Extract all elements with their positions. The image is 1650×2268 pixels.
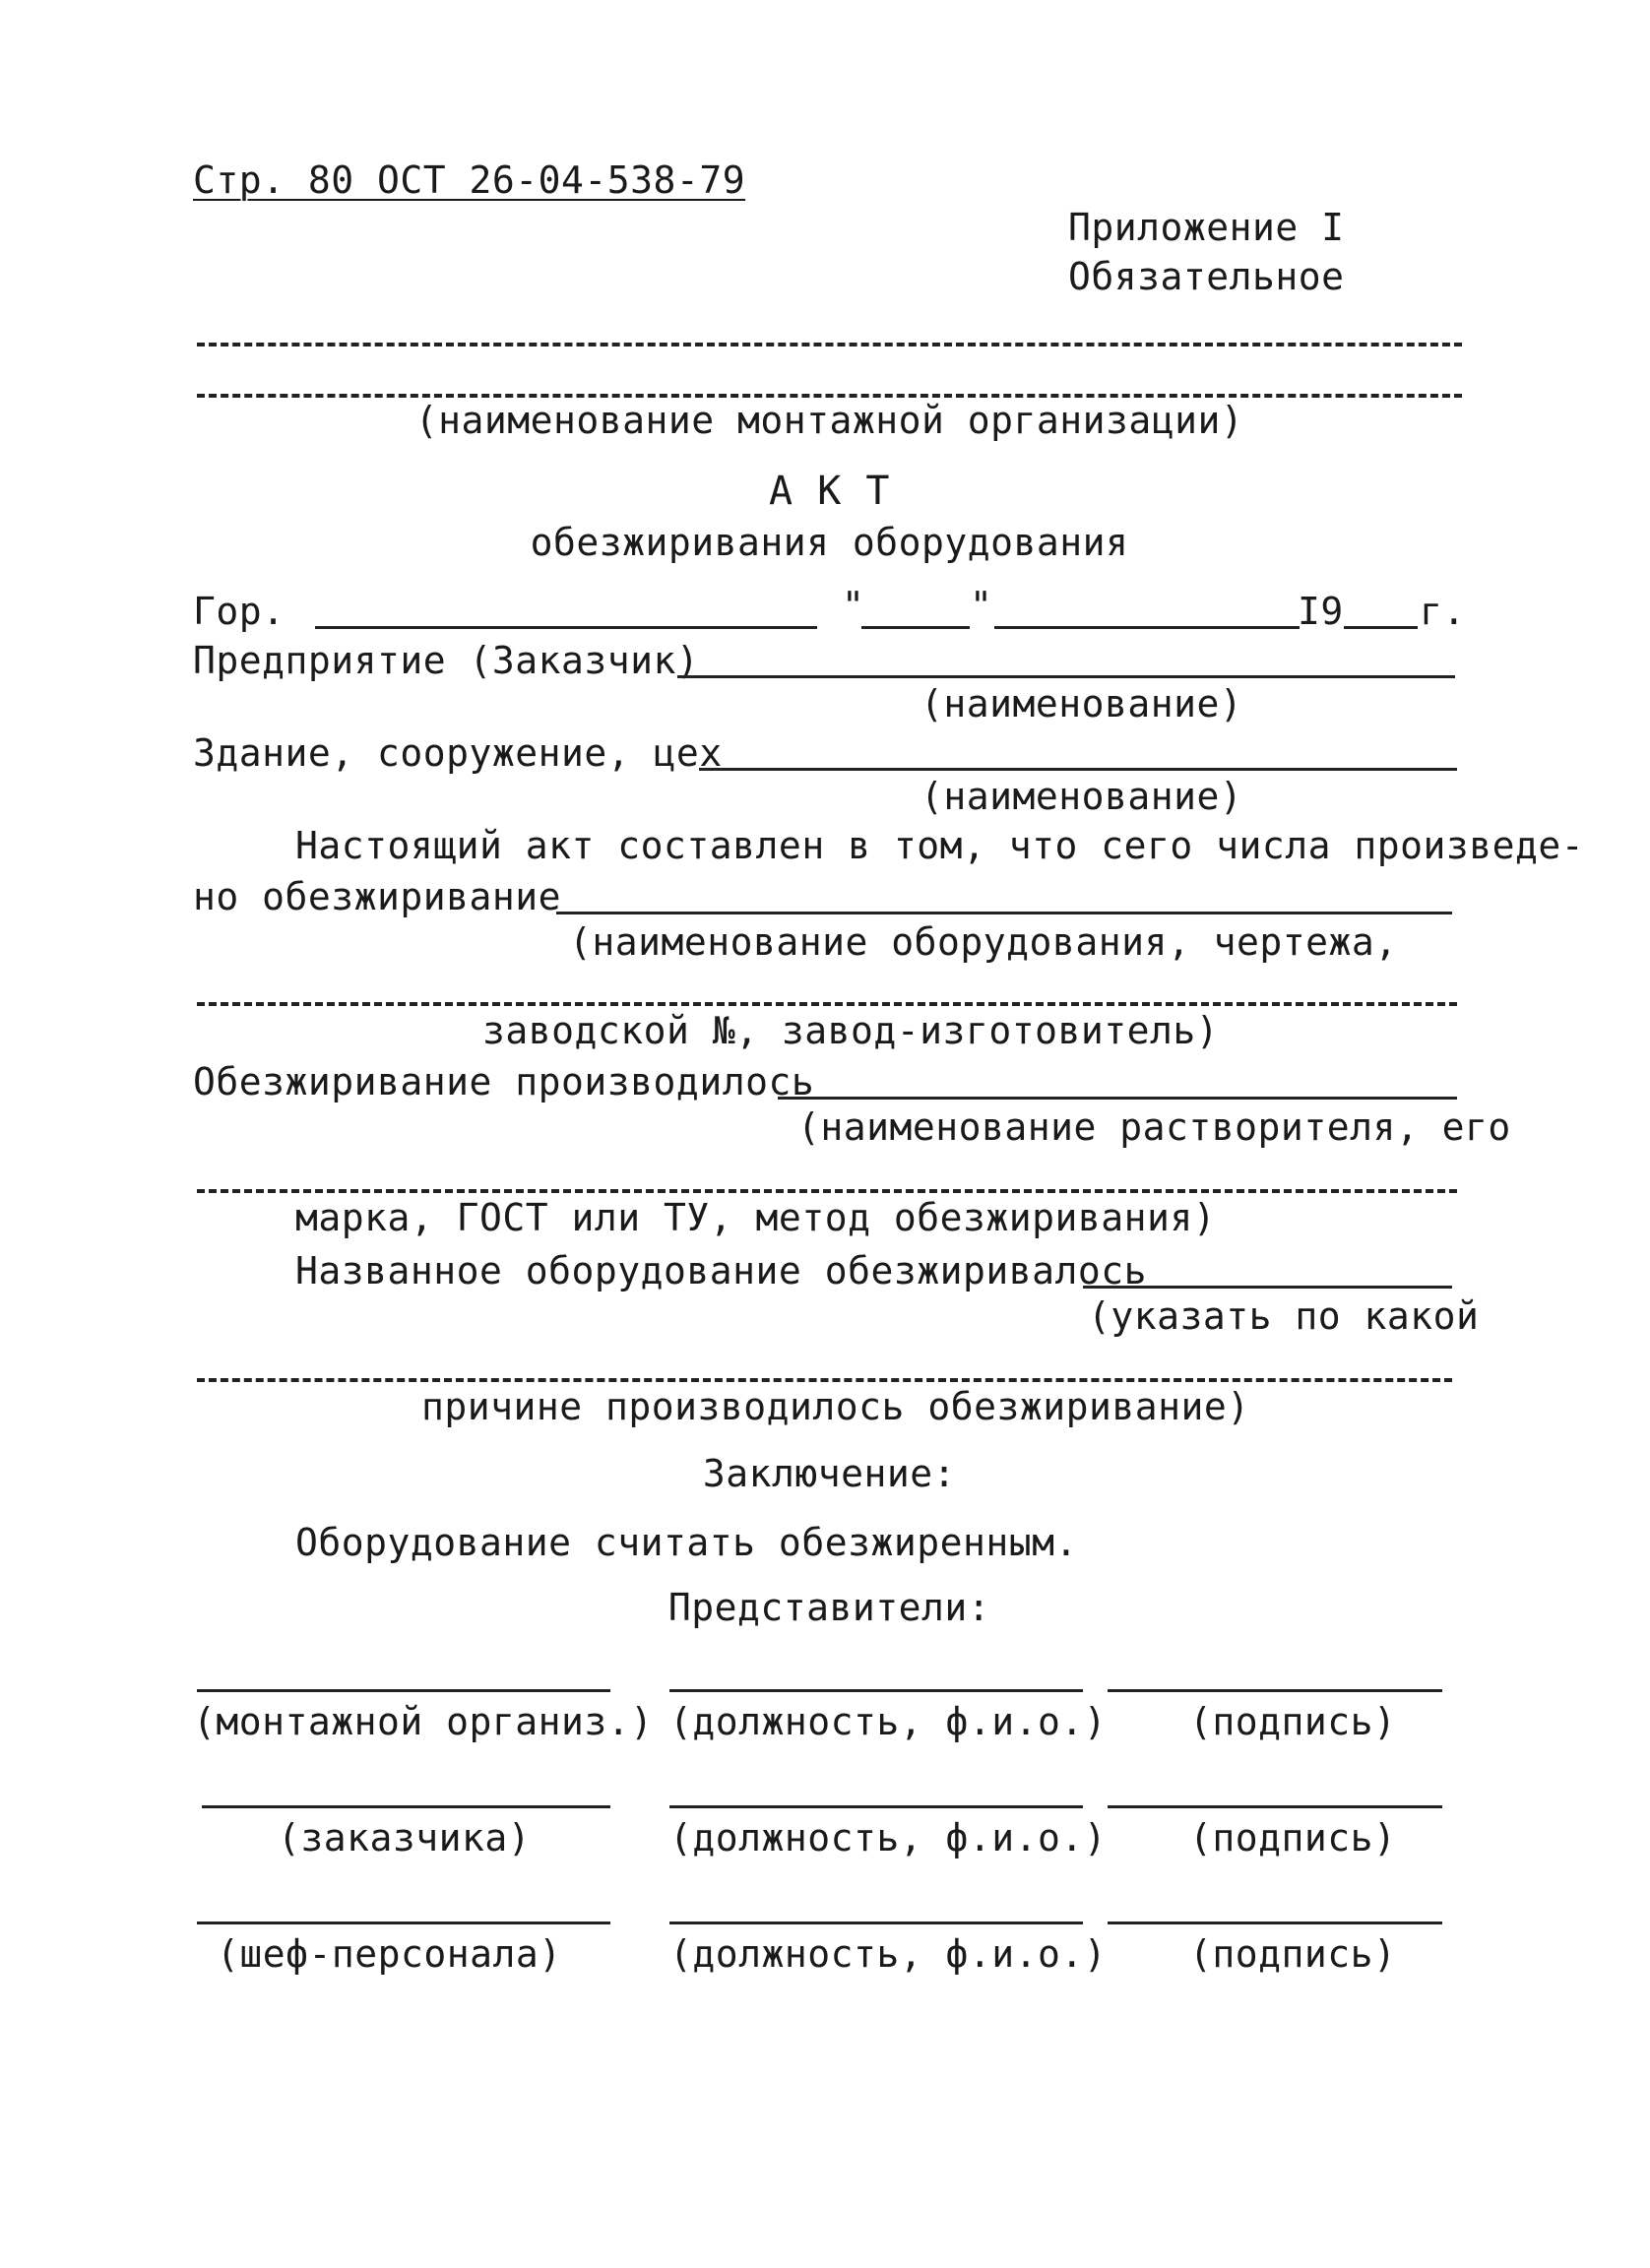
rep-position-field-3[interactable] [669,1922,1083,1924]
quote-close: " [970,584,993,627]
rep-position-caption-3: (должность, ф.и.о.) [669,1932,1108,1976]
page-reference: Стр. 80 ОСТ 26-04-538-79 [193,158,746,202]
quote-open: " [842,584,865,627]
rep-position-field-2[interactable] [669,1805,1083,1808]
year-prefix: I9 [1298,590,1344,633]
city-label: Гор. [193,590,286,633]
rep-org-caption-1: (монтажной организ.) [193,1700,654,1743]
org-name-line-1 [197,343,1462,346]
doc-title: А К Т [769,469,890,514]
building-label: Здание, сооружение, цех [193,731,723,775]
mandatory-label: Обязательное [1068,255,1345,298]
doc-subtitle: обезжиривания оборудования [530,521,1129,564]
month-field[interactable] [994,626,1300,629]
city-field[interactable] [315,626,817,629]
reason-line-2 [197,1378,1452,1382]
rep-org-field-3[interactable] [197,1922,610,1924]
rep-org-caption-2: (заказчика) [278,1816,532,1859]
statement-line-1: Настоящий акт составлен в том, что сего числа произведе- [295,824,1585,867]
reason-caption-2: причине производилось обезжиривание) [421,1385,1250,1428]
rep-position-caption-2: (должность, ф.и.о.) [669,1816,1108,1859]
enterprise-label: Предприятие (Заказчик) [193,639,700,682]
solvent-line-2 [197,1189,1457,1193]
solvent-caption-1: (наименование растворителя, его [797,1105,1511,1149]
rep-signature-field-3[interactable] [1108,1922,1442,1924]
degreased-field[interactable] [1083,1286,1452,1289]
rep-position-field-1[interactable] [669,1689,1083,1692]
rep-signature-caption-2: (подпись) [1189,1816,1397,1859]
rep-position-caption-1: (должность, ф.и.о.) [669,1700,1108,1743]
degreased-label: Названное оборудование обезжиривалось [295,1249,1147,1292]
representatives-heading: Представители: [667,1586,991,1629]
equipment-caption-1: (наименование оборудования, чертежа, [569,920,1398,964]
conclusion-text: Оборудование считать обезжиренным. [295,1521,1078,1564]
rep-org-field-2[interactable] [202,1805,610,1808]
rep-org-field-1[interactable] [197,1689,610,1692]
building-field[interactable] [699,768,1457,771]
equipment-field[interactable] [556,912,1452,914]
year-field[interactable] [1344,626,1418,629]
appendix-label: Приложение I [1068,206,1345,249]
equipment-line-2 [197,1002,1457,1006]
building-caption: (наименование) [920,775,1243,818]
year-suffix: г. [1420,590,1466,633]
rep-signature-caption-1: (подпись) [1189,1700,1397,1743]
equipment-caption-2: заводской №, завод-изготовитель) [482,1009,1220,1052]
enterprise-caption: (наименование) [920,682,1243,725]
day-field[interactable] [861,626,970,629]
enterprise-field[interactable] [677,675,1455,678]
rep-signature-caption-3: (подпись) [1189,1932,1397,1976]
degreasing-field[interactable] [778,1097,1457,1100]
org-caption: (наименование монтажной организации) [414,399,1244,442]
rep-org-caption-3: (шеф-персонала) [217,1932,562,1976]
reason-caption-1: (указать по какой [1088,1294,1480,1338]
rep-signature-field-2[interactable] [1108,1805,1442,1808]
rep-signature-field-1[interactable] [1108,1689,1442,1692]
statement-line-2: но обезжиривание [193,875,562,918]
solvent-caption-2: марка, ГОСТ или ТУ, метод обезжиривания) [295,1196,1217,1239]
degreasing-label: Обезжиривание производилось [193,1060,815,1103]
conclusion-heading: Заключение: [702,1452,957,1495]
